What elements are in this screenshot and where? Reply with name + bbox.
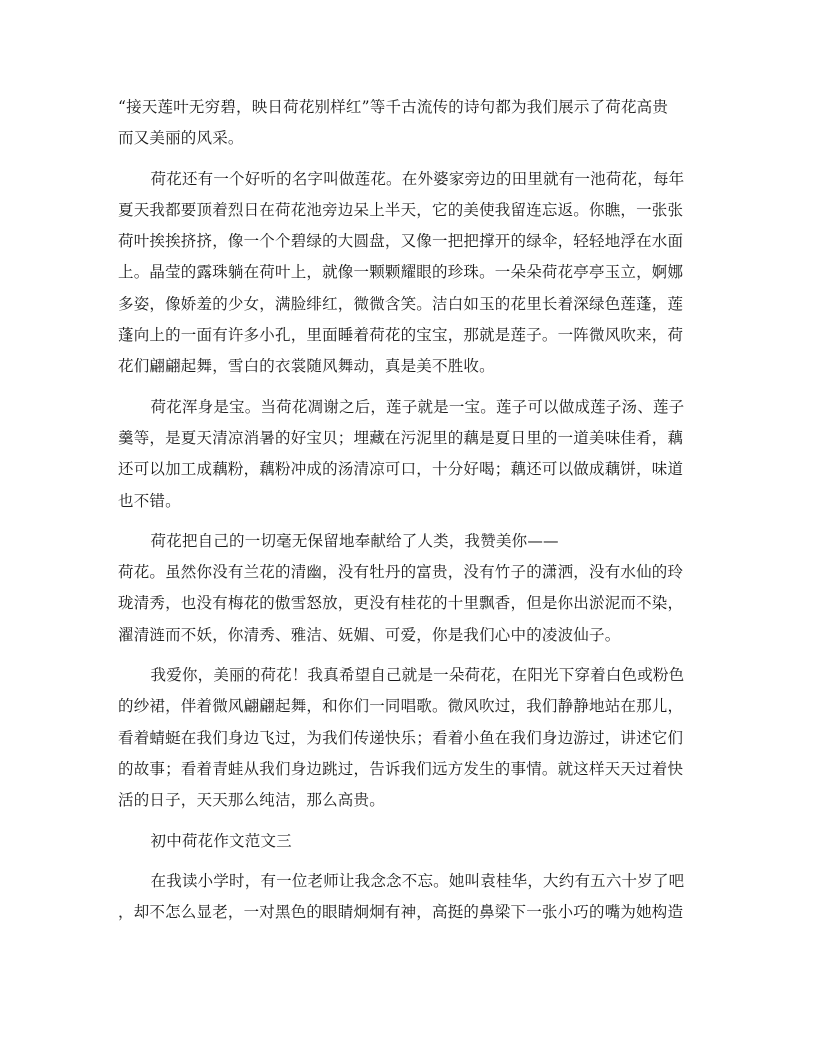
text-line: 也不错。 [118,491,181,510]
text-line: “接天莲叶无穷碧，映日荷花别样红”等千古流传的诗句都为我们展示了荷花高贵 [118,98,669,116]
paragraph-lotus-name [118,164,696,383]
text-line: 珑清秀，也没有梅花的傲雪怒放，更没有桂花的十里飘香，但是你出淤泥而不染， [118,594,684,613]
text-line: 荷花。虽然你没有兰花的清幽，没有牡丹的富贵，没有竹子的潇洒，没有水仙的玲 [118,563,684,582]
text-line: 羹等，是夏天清凉消暑的好宝贝；埋藏在污泥里的藕是夏日里的一道美味佳肴，藕 [118,428,684,447]
text-line: 的纱裙，伴着微风翩翩起舞，和你们一同唱歌。微风吹过，我们静静地站在那儿， [118,697,684,716]
text-line: 还可以加工成藕粉，藕粉冲成的汤清凉可口，十分好喝；藕还可以做成藕饼，味道 [118,460,684,479]
paragraph-praise [118,526,696,651]
text-line: 我爱你，美丽的荷花！我真希望自己就是一朵荷花，在阳光下穿着白色或粉色 [150,666,685,685]
text-line: ，却不怎么显老，一对黑色的眼睛炯炯有神，高挺的鼻梁下一张小巧的嘴为她构造 [118,903,684,922]
text-line: 荷花浑身是宝。当荷花凋谢之后，莲子就是一宝。莲子可以做成莲子汤、莲子 [150,397,685,416]
text-line: 荷花把自己的一切毫无保留地奉献给了人类，我赞美你—— [150,531,559,550]
text-line: 花们翩翩起舞，雪白的衣裳随风舞动，真是美不胜收。 [118,357,495,376]
text-line: 看着蜻蜓在我们身边飞过，为我们传递快乐；看着小鱼在我们身边游过，讲述它们 [118,728,684,747]
text-line: 蓬向上的一面有许多小孔，里面睡着荷花的宝宝，那就是莲子。一阵微风吹来，荷 [118,326,684,345]
paragraph-lotus-treasure [118,392,696,517]
text-line: 多姿，像娇羞的少女，满脸绯红，微微含笑。洁白如玉的花里长着深绿色莲蓬，莲 [118,294,684,313]
section-heading: 初中荷花作文范文三 [150,831,292,850]
document-body [118,92,696,937]
text-line: 荷花还有一个好听的名字叫做莲花。在外婆家旁边的田里就有一池荷花，每年 [150,169,685,188]
paragraph-love [118,660,696,816]
text-line: 活的日子，天天那么纯洁，那么高贵。 [118,791,385,810]
text-line: 荷叶挨挨挤挤，像一个个碧绿的大圆盘，又像一把把撑开的绿伞，轻轻地浮在水面 [118,232,684,251]
text-line: 濯清涟而不妖，你清秀、雅洁、妩媚、可爱，你是我们心中的凌波仙子。 [118,625,621,644]
text-line: 在我读小学时，有一位老师让我念念不忘。她叫袁桂华，大约有五六十岁了吧 [150,871,685,890]
text-line: 上。晶莹的露珠躺在荷叶上，就像一颗颗耀眼的珍珠。一朵朵荷花亭亭玉立，婀娜 [118,263,684,282]
text-line: 的故事；看着青蛙从我们身边跳过，告诉我们远方发生的事情。就这样天天过着快 [118,759,684,778]
text-line: 而又美丽的风采。 [118,129,244,148]
text-line: 夏天我都要顶着烈日在荷花池旁边呆上半天，它的美使我留连忘返。你瞧，一张张 [118,200,684,219]
paragraph-teacher [118,866,696,929]
paragraph-intro [118,92,696,155]
